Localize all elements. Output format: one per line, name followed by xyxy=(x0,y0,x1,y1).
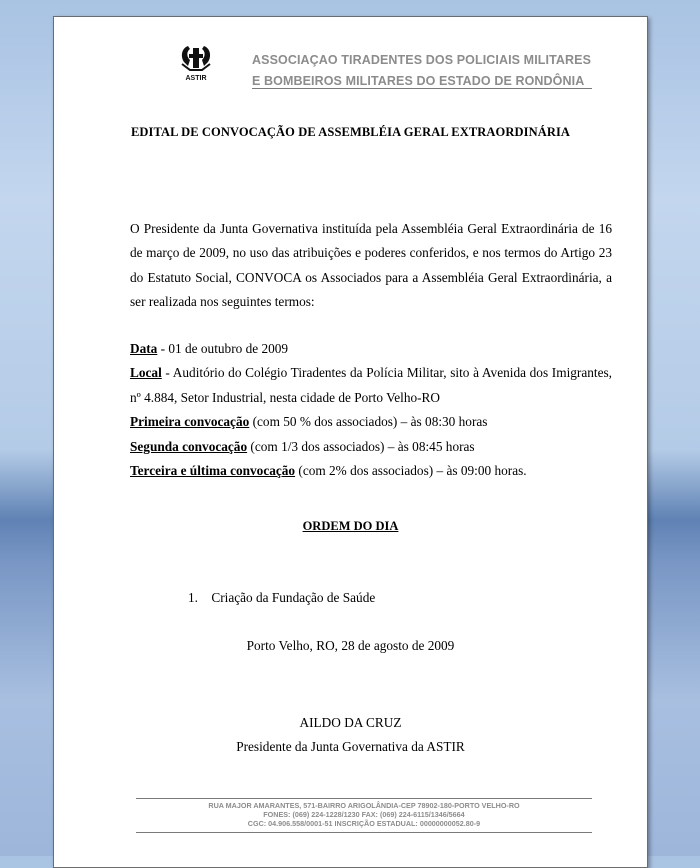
term-third-call-value: (com 2% dos associados) – às 09:00 horas. xyxy=(295,463,527,479)
footer-rule-bottom xyxy=(136,832,592,833)
term-location-label: Local xyxy=(130,365,162,381)
term-first-call xyxy=(130,410,612,434)
term-third-call xyxy=(130,459,612,483)
header-rule xyxy=(252,88,592,89)
document-page xyxy=(53,16,648,868)
document-title: EDITAL DE CONVOCAÇÃO DE ASSEMBLÉIA GERAL EXTRAORDINÁRIA xyxy=(130,125,571,139)
term-second-call-value: (com 1/3 dos associados) – às 08:45 horas xyxy=(247,438,475,454)
term-first-call-label: Primeira convocação xyxy=(130,414,250,430)
term-date-value: - 01 de outubro de 2009 xyxy=(157,341,289,356)
logo-text: ASTIR xyxy=(185,75,207,82)
header-line-1: ASSOCIAÇAO TIRADENTES DOS POLICIAIS MILITARES xyxy=(252,53,592,67)
term-date xyxy=(130,337,612,361)
agenda-heading: ORDEM DO DIA xyxy=(302,519,399,533)
association-header xyxy=(252,50,592,92)
signer-role: Presidente da Junta Governativa da ASTIR xyxy=(236,739,465,754)
footer-rule-top xyxy=(136,798,592,799)
agenda-item-number: 1. xyxy=(188,590,198,605)
signature-block xyxy=(54,711,647,759)
footer-registration: CGC: 04.906.558/0001-51 INSCRIÇÃO ESTADUAL: 00000000052.80-9 xyxy=(247,819,481,828)
meeting-terms xyxy=(130,337,612,483)
term-location xyxy=(130,361,612,410)
header-line-2: E BOMBEIROS MILITARES DO ESTADO DE RONDÔNIA xyxy=(252,74,585,88)
footer-phones: FONES: (069) 224-1228/1230 FAX: (069) 224-6115/1346/5664 xyxy=(263,810,465,819)
intro-paragraph: O Presidente da Junta Governativa instituída pela Assembléia Geral Extraordinária de 16 de março de 2009, no uso das atribuições e poderes conferidos, e nos termos do Artigo 23 do Estatuto Social, CONVOCA os Associados para a Assembléia Geral Extraordinária, a ser realizada nos seguintes termos: xyxy=(130,221,612,310)
footer xyxy=(136,801,592,828)
term-date-label: Data xyxy=(130,341,158,356)
place-date: Porto Velho, RO, 28 de agosto de 2009 xyxy=(246,638,455,653)
term-location-value: - Auditório do Colégio Tiradentes da Polícia Militar, sito à Avenida dos Imigrantes, nº 4.884, Setor Industrial, nesta cidade de Porto Velho-RO xyxy=(130,365,612,405)
agenda-item xyxy=(188,590,375,606)
term-third-call-label: Terceira e última convocação xyxy=(130,463,296,479)
agenda-item-text: Criação da Fundação de Saúde xyxy=(211,590,376,605)
term-first-call-value: (com 50 % dos associados) – às 08:30 horas xyxy=(249,414,488,430)
astir-logo xyxy=(176,42,216,82)
term-second-call-label: Segunda convocação xyxy=(130,438,248,454)
term-second-call xyxy=(130,435,612,459)
signer-name: AILDO DA CRUZ xyxy=(299,715,402,730)
footer-address: RUA MAJOR AMARANTES, 571-BAIRRO ARIGOLÂNDIA-CEP 78902-180-PORTO VELHO-RO xyxy=(208,801,520,810)
